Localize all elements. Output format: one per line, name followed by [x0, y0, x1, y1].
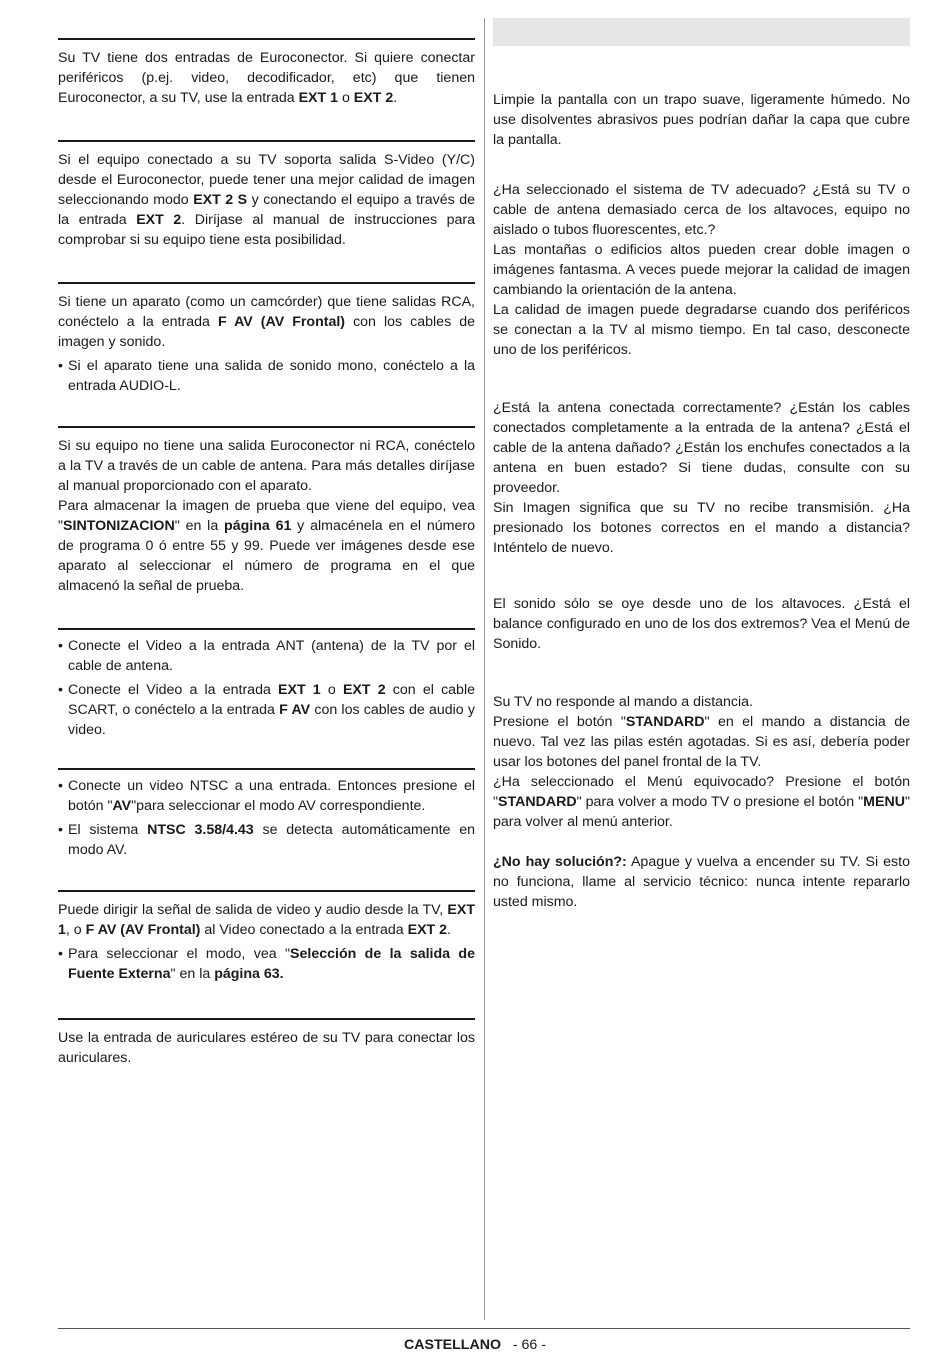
- paragraph-picture-quality: ¿Ha seleccionado el sistema de TV adecuado? ¿Está su TV o cable de antena demasiado cerca de los altavoces, equipo no aislado o tubos fluorescentes, etc.?: [493, 182, 910, 238]
- paragraph-picture-quality: La calidad de imagen puede degradarse cuando dos periféricos se conectan a la TV al mismo tiempo. En tal caso, desconecte uno de los periféricos.: [493, 302, 910, 358]
- section-rule: [58, 282, 475, 284]
- paragraph: Si el equipo conectado a su TV soporta salida S-Video (Y/C) desde el Euroconector, puede tener una mejor calidad de imagen seleccionando modo EXT 2 S y conectando el equipo a través de la entrada EXT 2. Diríjase al manual de instrucciones para comprobar si su equipo tiene esta posibilidad.: [58, 152, 475, 248]
- bullet-item: • Para seleccionar el modo, vea "Selección de la salida de Fuente Externa" en la página 63.: [58, 944, 475, 984]
- section-rule: [58, 38, 475, 40]
- page-footer: [0, 1335, 950, 1355]
- paragraph: Para almacenar la imagen de prueba que viene del equipo, vea "SINTONIZACION" en la página 61 y almacénela en el número de programa 0 ó entre 55 y 99. Puede ver imágenes desde ese aparato al seleccionar el número de programa en el que almacenó la señal de prueba.: [58, 498, 476, 594]
- section-output: [58, 860, 475, 984]
- paragraph-no-picture: ¿Está la antena conectada correctamente? ¿Están los cables conectados completamente a la entrada de la antena? ¿Está el cable de la antena dañado? ¿Están los enchufes conectados a la antena en buen estado? Si tiene dudas, consulte con su proveedor.: [493, 400, 910, 496]
- paragraph: Use la entrada de auriculares estéreo de su TV para conectar los auriculares.: [58, 1030, 475, 1066]
- section-rule: [58, 1018, 475, 1020]
- bullet-item: • Si el aparato tiene una salida de sonido mono, conéctelo a la entrada AUDIO-L.: [58, 356, 475, 396]
- footer-language: CASTELLANO: [404, 1337, 501, 1353]
- paragraph: Puede dirigir la señal de salida de video y audio desde la TV, EXT 1, o F AV (AV Frontal) al Video conectado a la entrada EXT 2.: [58, 902, 475, 938]
- section-rca: [58, 250, 475, 396]
- paragraph-care: Limpie la pantalla con un trapo suave, ligeramente húmedo. No use disolventes abrasivos pues podrían dañar la capa que cubre la pantalla.: [493, 92, 910, 148]
- paragraph: Si tiene un aparato (como un camcórder) que tiene salidas RCA, conéctelo a la entrada F AV (AV Frontal) con los cables de imagen y sonido.: [58, 294, 475, 350]
- right-column: [493, 18, 910, 912]
- section-rule: [58, 628, 475, 630]
- bullet-list: [58, 636, 475, 740]
- section-video-connection: [58, 596, 475, 740]
- section-rule: [58, 140, 475, 142]
- bullet-item: • El sistema NTSC 3.58/4.43 se detecta automáticamente en modo AV.: [58, 820, 475, 860]
- section-s-video: [58, 108, 475, 250]
- paragraph-no-picture: Sin Imagen significa que su TV no recibe transmisión. ¿Ha presionado los botones correctos en el mando a distancia? Inténtelo de nuevo.: [493, 500, 910, 556]
- section-headphones: [58, 984, 475, 1068]
- section-rule: [58, 768, 475, 770]
- paragraph-no-solution: ¿No hay solución?: Apague y vuelva a encender su TV. Si esto no funciona, llame al servicio técnico: nunca intente repararlo usted mismo.: [493, 854, 910, 910]
- bullet-item: • Conecte el Video a la entrada EXT 1 o EXT 2 con el cable SCART, o conéctelo a la entrada F AV con los cables de audio y video.: [58, 680, 475, 740]
- paragraph-remote: Presione el botón "STANDARD" en el mando a distancia de nuevo. Tal vez las pilas estén agotadas. Si es así, debería poder usar los botones del panel frontal de la TV.: [493, 714, 911, 770]
- bullet-list: [58, 356, 475, 396]
- page-number: - 66 -: [512, 1337, 546, 1353]
- section-ntsc: [58, 740, 475, 860]
- section-rule: [58, 426, 475, 428]
- bullet-item: • Conecte el Video a la entrada ANT (antena) de la TV por el cable de antena.: [58, 636, 475, 676]
- section-rule: [58, 890, 475, 892]
- paragraph-picture-quality: Las montañas o edificios altos pueden crear doble imagen o imágenes fantasma. A veces puede mejorar la calidad de imagen cambiando la orientación de la antena.: [493, 242, 910, 298]
- bullet-list: [58, 776, 475, 860]
- paragraph-remote: ¿Ha seleccionado el Menú equivocado? Presione el botón "STANDARD" para volver a modo TV o presione el botón "MENU" para volver al menú anterior.: [493, 774, 910, 830]
- paragraph-remote: Su TV no responde al mando a distancia.: [493, 694, 754, 710]
- column-divider: [484, 18, 485, 1320]
- paragraph-sound: El sonido sólo se oye desde uno de los altavoces. ¿Está el balance configurado en uno de los dos extremos? Vea el Menú de Sonido.: [493, 596, 910, 652]
- bullet-item: • Conecte un video NTSC a una entrada. Entonces presione el botón "AV"para seleccionar el modo AV correspondiente.: [58, 776, 475, 816]
- section-antenna-cable: [58, 396, 475, 596]
- section-header-bar: [493, 18, 910, 46]
- section-euroconector: [58, 18, 475, 108]
- paragraph: Si su equipo no tiene una salida Euroconector ni RCA, conéctelo a la TV a través de un cable de antena. Para más detalles diríjase al manual proporcionado con el aparato.: [58, 438, 475, 494]
- left-column: [58, 18, 475, 1068]
- bullet-list: [58, 944, 475, 984]
- footer-rule: [58, 1328, 910, 1329]
- paragraph: Su TV tiene dos entradas de Euroconector. Si quiere conectar periféricos (p.ej. video, decodificador, etc) que tienen Euroconector, a su TV, use la entrada EXT 1 o EXT 2.: [58, 50, 475, 106]
